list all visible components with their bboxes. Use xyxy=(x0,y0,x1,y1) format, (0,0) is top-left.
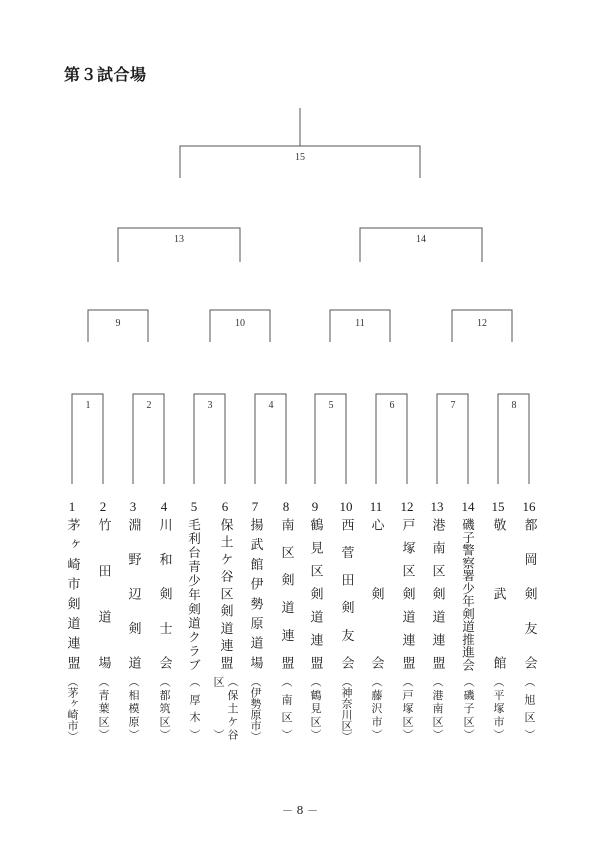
team-city: （保土ケ谷区） xyxy=(212,676,239,740)
team-club: 磯子警察署少年剣道推進会 xyxy=(460,518,476,670)
team-entry xyxy=(392,498,422,740)
team-entry xyxy=(422,498,452,740)
page-number: － 8 － xyxy=(282,804,318,817)
team-city: （青葉区） xyxy=(97,676,110,740)
team-city: （厚木） xyxy=(188,676,201,740)
bracket-semifinals xyxy=(118,228,482,262)
team-club: 港南区剣道連盟 xyxy=(429,518,445,670)
team-number: 12 xyxy=(400,499,414,514)
team-city: （茅ヶ崎市） xyxy=(66,676,79,742)
team-number: 9 xyxy=(311,499,319,514)
team-number: 2 xyxy=(99,499,107,514)
team-entry xyxy=(210,498,240,740)
team-club: 戸塚区剣道連盟 xyxy=(399,518,415,670)
team-club: 西菅田剣友会 xyxy=(338,518,354,670)
team-entry xyxy=(300,498,330,740)
team-number: 6 xyxy=(221,499,229,514)
match-number: 1 xyxy=(85,400,91,411)
match-number: 15 xyxy=(295,152,305,163)
team-city: （都筑区） xyxy=(158,676,171,740)
team-number: 5 xyxy=(190,499,198,514)
team-city: （平塚市） xyxy=(492,676,505,740)
team-city: （神奈川区） xyxy=(340,676,353,742)
match-number: 3 xyxy=(207,400,213,411)
match-number: 11 xyxy=(355,318,365,329)
team-number: 14 xyxy=(461,499,475,514)
team-club: 毛利台青少年剣道クラブ xyxy=(186,518,202,670)
team-entry xyxy=(88,498,118,740)
team-entry xyxy=(149,498,179,740)
team-number: 3 xyxy=(129,499,137,514)
team-number: 13 xyxy=(430,499,444,514)
match-number: 6 xyxy=(389,400,395,411)
team-entry xyxy=(240,498,270,740)
arena-heading: 第３試合場 xyxy=(64,65,147,84)
team-entry xyxy=(271,498,301,740)
team-entry xyxy=(331,498,361,740)
team-city: （藤沢市） xyxy=(370,676,383,740)
team-number: 1 xyxy=(68,499,76,514)
team-city: （戸塚区） xyxy=(401,676,414,740)
team-number: 7 xyxy=(251,499,259,514)
match-number: 9 xyxy=(115,318,121,329)
team-club: 竹田道場 xyxy=(95,518,111,670)
team-entry xyxy=(514,498,544,740)
match-number: 14 xyxy=(416,234,426,245)
match-number: 2 xyxy=(146,400,152,411)
team-club: 保土ケ谷区剣道連盟 xyxy=(217,518,233,670)
match-number: 5 xyxy=(328,400,334,411)
team-number: 11 xyxy=(369,499,383,514)
team-number: 10 xyxy=(339,499,353,514)
team-city: （相模原） xyxy=(127,676,140,740)
team-club: 鶴見区剣道連盟 xyxy=(307,518,323,670)
team-number: 8 xyxy=(282,499,290,514)
team-club: 敬武館 xyxy=(490,518,506,670)
team-entry xyxy=(361,498,391,740)
team-number: 4 xyxy=(160,499,168,514)
team-city: （南区） xyxy=(280,676,293,740)
team-club: 心剣会 xyxy=(368,518,384,670)
match-number: 10 xyxy=(235,318,245,329)
bracket-quarterfinals xyxy=(88,310,512,342)
team-club: 茅ヶ崎市剣道連盟 xyxy=(64,518,80,670)
team-city: （港南区） xyxy=(431,676,444,740)
bracket-final xyxy=(180,108,420,178)
team-city: （鶴見区） xyxy=(309,676,322,740)
team-number: 15 xyxy=(491,499,505,514)
team-city: （磯子区） xyxy=(462,676,475,740)
team-city: （伊勢原市） xyxy=(249,676,262,742)
team-club: 淵野辺剣道 xyxy=(125,518,141,670)
team-club: 南区剣道連盟 xyxy=(278,518,294,670)
team-club: 川和剣士会 xyxy=(156,518,172,670)
bracket-first-round xyxy=(72,394,529,484)
match-number: 7 xyxy=(450,400,456,411)
team-entry xyxy=(118,498,148,740)
team-club: 揚武館伊勢原道場 xyxy=(247,518,263,670)
team-number: 16 xyxy=(522,499,536,514)
match-number: 12 xyxy=(477,318,487,329)
team-entry xyxy=(57,498,87,740)
match-number: 13 xyxy=(174,234,184,245)
team-city: （旭区） xyxy=(523,676,536,740)
team-entry xyxy=(483,498,513,740)
match-number: 4 xyxy=(268,400,274,411)
match-number: 8 xyxy=(511,400,517,411)
team-entry xyxy=(179,498,209,740)
team-club: 都岡剣友会 xyxy=(521,518,537,670)
team-entry xyxy=(453,498,483,740)
